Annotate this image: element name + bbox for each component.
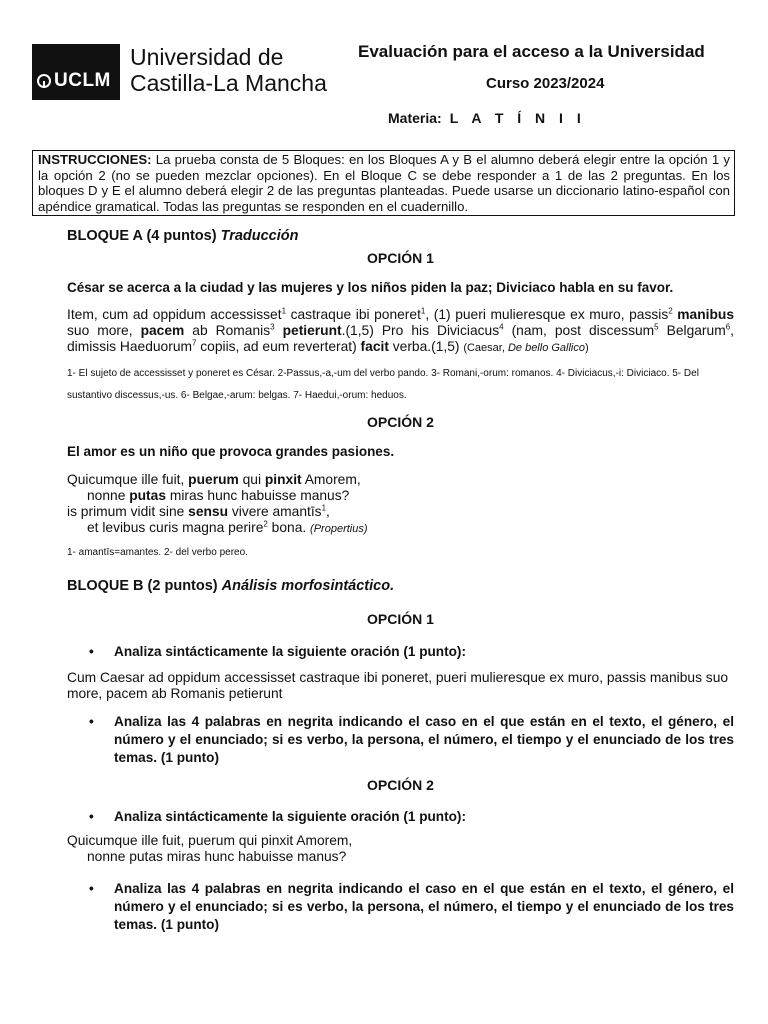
bullet-icon: • — [89, 644, 94, 659]
footnotes-propertius: 1- amantīs=amantes. 2- del verbo pereo. — [67, 547, 248, 558]
citation-propertius: (Propertius) — [310, 523, 368, 535]
bloque-b-opcion-2-question-1: • Analiza sintácticamente la siguiente oración (1 punto): — [89, 809, 466, 824]
university-name — [130, 44, 327, 96]
subject-label: Materia: — [388, 110, 442, 126]
bloque-b-subtitle: Análisis morfosintáctico. — [221, 578, 395, 594]
bloque-b-opcion-1-question-2: • Analiza las 4 palabras en negrita indicando el caso en el que están en el texto, el género, el número y el enunciado; si es verbo, la persona, el número, el tiempo y el enunciado de los tres temas. (1 punto) — [89, 714, 734, 765]
latin-text-caesar: Item, cum ad oppidum accessisset$^1$ castraque ibi poneret$^1$, (1) pueri mulieresque ex muro, passis$^2$ manibus suo more, pacem ab Romanis$^3$ petierunt.(1,5) Pro his Diviciacus$^4$ (nam, post discessum$^5$ Belgarum$^6$, dimissis Haeduorum$^7$ copiis, ad eum reverterat) facit verba.(1,5) (Caesar, De bello Gallico) — [67, 306, 734, 354]
exam-title: Evaluación para el acceso a la Universidad — [358, 42, 705, 61]
bloque-b-title: BLOQUE B (2 puntos) Análisis morfosintáctico. — [67, 578, 395, 594]
bloque-a-title: BLOQUE A (4 puntos) Traducción — [67, 228, 299, 244]
poem-line-3: is primum vidit sine sensu vivere amantīs$^1$, — [67, 503, 330, 519]
exam-year: Curso 2023/2024 — [486, 75, 605, 92]
bullet-icon: • — [89, 714, 94, 729]
bloque-b-opcion-1-label: OPCIÓN 1 — [367, 611, 434, 627]
instructions-text: La prueba consta de 5 Bloques: en los Bloques A y B el alumno deberá elegir entre la opción 1 y la opción 2 (no se pueden mezclar opciones). En el Bloque C se debe responder a 1 de las 2 preguntas. En los bloques D y E el alumno deberá elegir 2 de las preguntas planteadas. Puede usarse un diccionario latino-español con apéndice gramatical. Todas las preguntas se responden en el cuadernillo. — [38, 152, 730, 214]
bloque-a-opcion-2-lead: El amor es un niño que provoca grandes pasiones. — [67, 444, 395, 459]
uclm-logo — [32, 44, 120, 100]
bullet-icon: • — [89, 809, 94, 824]
citation-caesar: (Caesar, De bello Gallico) — [463, 342, 589, 354]
bloque-a-opcion-2-label: OPCIÓN 2 — [367, 414, 434, 430]
instructions-label: INSTRUCCIONES: — [38, 152, 152, 167]
footnotes-caesar: 1- El sujeto de accessisset y poneret es César. 2-Passus,-a,-um del verbo pando. 3- Romani,-orum: romanos. 4- Diviciacus,-i: Diviciaco. 5- Del sustantivo discessus,-us. 6- Belgae,-arum: belgas. 7- Haedui,-orum: heduos. — [67, 368, 699, 401]
latin-poem-propertius — [67, 472, 734, 537]
bloque-b-opcion-2-text: Quicumque ille fuit, puerum qui pinxit Amorem, nonne putas miras hunc habuisse manus? — [67, 833, 353, 864]
bloque-a-subtitle: Traducción — [220, 228, 299, 244]
bloque-b-opcion-2-label: OPCIÓN 2 — [367, 777, 434, 793]
bullet-icon: • — [89, 881, 94, 896]
logo-emblem-icon — [36, 72, 52, 88]
subject-name: L A T Í N I I — [449, 110, 586, 126]
poem-line-4: et levibus curis magna perire$^2$ bona. (Propertius) — [87, 519, 368, 535]
poem-line-2: nonne putas miras hunc habuisse manus? — [87, 488, 350, 503]
bloque-b-opcion-2-question-2: • Analiza las 4 palabras en negrita indicando el caso en el que están en el texto, el género, el número y el enunciado; si es verbo, la persona, el número, el tiempo y el enunciado de los tres temas. (1 punto) — [89, 881, 734, 932]
logo-text: UCLM — [54, 70, 111, 91]
page-header — [0, 0, 768, 140]
exam-content — [67, 228, 734, 934]
poem-line-1: Quicumque ille fuit, puerum qui pinxit Amorem, — [67, 472, 361, 487]
bloque-a-opcion-1-label: OPCIÓN 1 — [367, 250, 434, 266]
instructions-box — [32, 150, 735, 216]
university-line-2: Castilla-La Mancha — [130, 70, 327, 96]
bloque-b-opcion-1-question-1: • Analiza sintácticamente la siguiente oración (1 punto): — [89, 644, 466, 659]
bloque-b-opcion-1-text: Cum Caesar ad oppidum accessisset castraque ibi poneret, pueri mulieresque ex muro, passis manibus suo more, pacem ab Romanis petierunt — [67, 670, 729, 701]
subject-line — [388, 110, 586, 126]
bloque-a-opcion-1-lead: César se acerca a la ciudad y las mujeres y los niños piden la paz; Diviciaco habla en su favor. — [67, 280, 674, 295]
university-line-1: Universidad de — [130, 44, 284, 70]
